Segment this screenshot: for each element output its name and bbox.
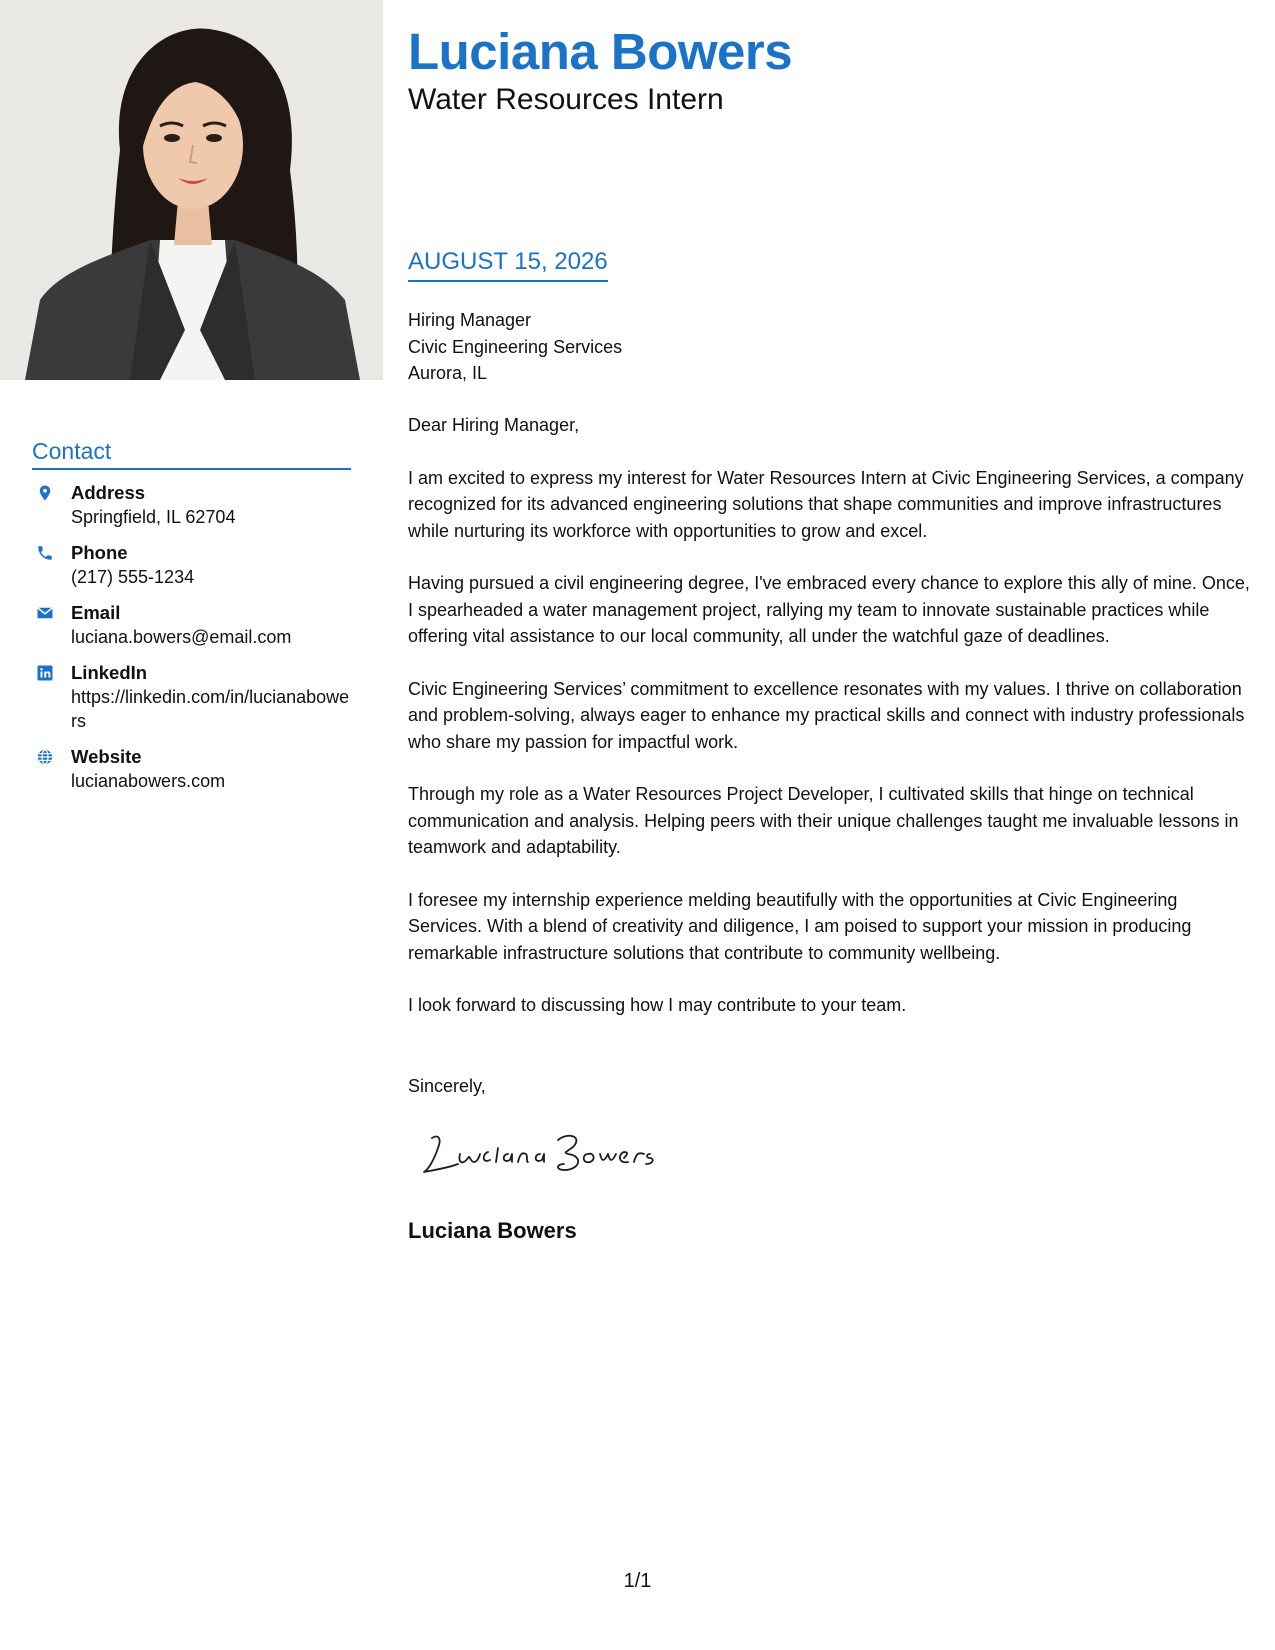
contact-value[interactable]: luciana.bowers@email.com (71, 627, 292, 647)
letter-body (408, 412, 1253, 1045)
letter-paragraph: Civic Engineering Services’ commitment to excellence resonates with my values. I thrive on collaboration and problem-solving, always eager to enhance my practical skills and connect with industry professionals who share my passion for impactful work. (408, 678, 1245, 752)
contact-item-email (32, 600, 351, 649)
salutation: Dear Hiring Manager, (408, 415, 580, 435)
contact-value[interactable]: https://linkedin.com/in/lucianabowers (71, 687, 350, 731)
recipient-title: Hiring Manager (408, 310, 532, 330)
signer-name: Luciana Bowers (408, 1218, 577, 1243)
contact-value: Springfield, IL 62704 (71, 507, 236, 527)
contact-value[interactable]: lucianabowers.com (71, 771, 226, 791)
contact-label: Website (71, 746, 142, 767)
contact-section (32, 438, 351, 804)
letter-paragraph: I look forward to discussing how I may contribute to your team. (408, 995, 907, 1015)
handwritten-signature (418, 1124, 658, 1184)
recipient-location: Aurora, IL (408, 363, 488, 383)
location-pin-icon (36, 484, 54, 502)
recipient-block (408, 307, 622, 387)
contact-item-linkedin (32, 660, 351, 733)
candidate-role: Water Resources Intern (408, 83, 724, 116)
recipient-company: Civic Engineering Services (408, 336, 623, 357)
page-number: 1/1 (623, 1570, 652, 1592)
letter-paragraph: I foresee my internship experience melding beautifully with the opportunities at Civic Engineering Services. With a blend of creativity and diligence, I am poised to support your mission in producing remarkable infrastructure solutions that contribute to community wellbeing. (408, 889, 1192, 963)
candidate-name: Luciana Bowers (408, 23, 793, 80)
contact-list (32, 480, 351, 793)
contact-label: Email (71, 602, 121, 623)
contact-item-website (32, 744, 351, 793)
contact-item-phone (32, 540, 351, 589)
contact-label: Phone (71, 542, 128, 563)
email-icon (36, 604, 54, 622)
letter-paragraph: Through my role as a Water Resources Project Developer, I cultivated skills that hinge on technical communication and analysis. Helping peers with their unique challenges taught me invaluable lessons in teamwork and adaptability. (408, 784, 1239, 857)
contact-value: (217) 555-1234 (71, 567, 195, 587)
contact-label: Address (71, 482, 146, 503)
letter-paragraph: I am excited to express my interest for Water Resources Intern at Civic Engineering Services, a company recognized for its advanced engineering solutions that shape communities and improve infrastructures while nurturing its workforce with opportunities to grow and excel. (408, 467, 1244, 541)
phone-icon (36, 544, 54, 562)
signature-image (418, 1124, 658, 1184)
contact-label: LinkedIn (71, 662, 148, 683)
letter-date: AUGUST 15, 2026 (408, 248, 608, 282)
contact-item-address (32, 480, 351, 529)
globe-icon (36, 748, 54, 766)
contact-heading: Contact (32, 438, 351, 470)
profile-photo (0, 0, 383, 380)
closing: Sincerely, (408, 1076, 486, 1096)
linkedin-icon (36, 664, 54, 682)
letter-paragraph: Having pursued a civil engineering degree, I've embraced every chance to explore this ally of mine. Once, I spearheaded a water management project, rallying my team to innovate sustainable practices while offering vital assistance to our local community, all under the watchful gaze of deadlines. (408, 573, 1250, 646)
portrait-illustration (0, 0, 383, 380)
